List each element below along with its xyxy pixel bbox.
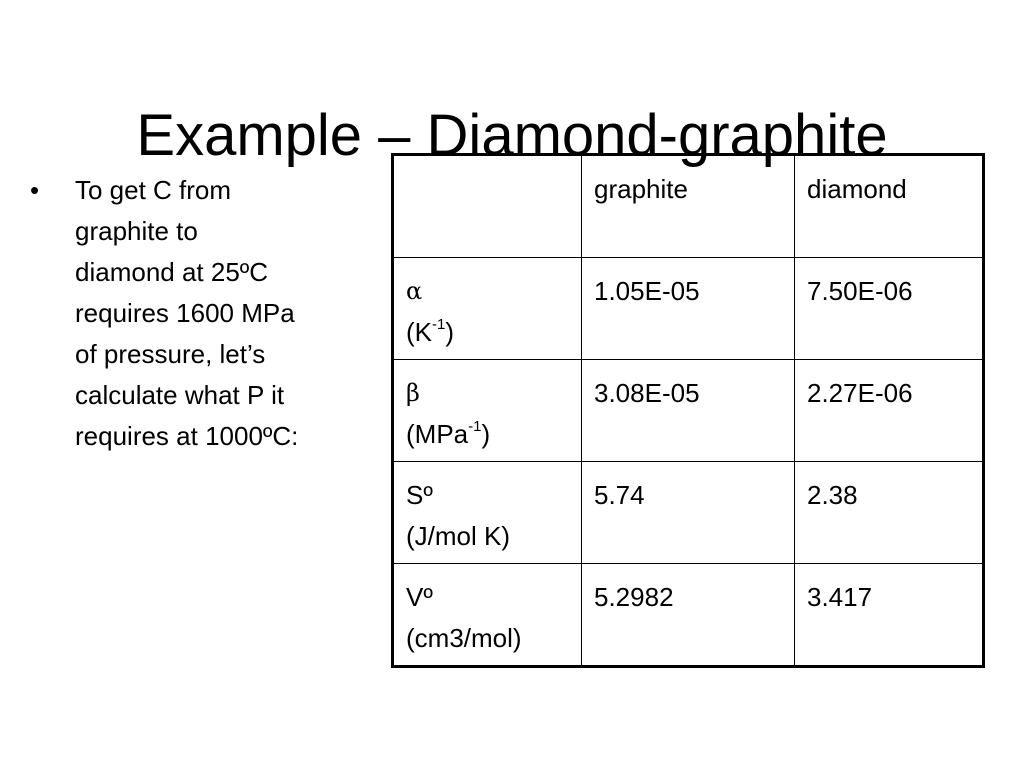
diamond-value: 3.417 — [795, 564, 984, 667]
property-unit — [406, 414, 581, 455]
properties-table — [391, 153, 985, 668]
bullet-item — [30, 170, 385, 457]
property-symbol: β — [406, 379, 420, 407]
property-symbol: Sº — [406, 480, 433, 510]
property-unit — [406, 312, 581, 353]
property-cell — [393, 564, 582, 667]
header-cell-graphite: graphite — [582, 155, 795, 258]
table-row — [393, 462, 984, 564]
unit-prefix: (MPa — [406, 419, 469, 449]
bullet-text — [75, 170, 375, 457]
bullet-line: To get C from — [75, 175, 232, 205]
unit-prefix: (J/mol K) — [406, 521, 510, 551]
table-row — [393, 258, 984, 360]
property-unit — [406, 618, 581, 659]
property-symbol: α — [406, 277, 423, 305]
graphite-value: 5.74 — [582, 462, 795, 564]
bullet-line: graphite to — [75, 216, 198, 246]
table-row — [393, 564, 984, 667]
bullet-list — [30, 170, 385, 457]
graphite-value: 5.2982 — [582, 564, 795, 667]
diamond-value: 2.38 — [795, 462, 984, 564]
graphite-value: 3.08E-05 — [582, 360, 795, 462]
slide-title: Example – Diamond-graphite — [136, 102, 888, 168]
property-unit — [406, 516, 581, 557]
unit-suffix: ) — [481, 419, 491, 449]
bullet-line: requires 1600 MPa — [75, 298, 295, 328]
header-cell-diamond: diamond — [795, 155, 984, 258]
bullet-line: requires at 1000ºC: — [75, 421, 299, 451]
table-header-row — [393, 155, 984, 258]
bullet-marker: • — [30, 175, 40, 205]
unit-exponent: -1 — [468, 418, 482, 436]
property-symbol: Vº — [406, 582, 433, 612]
diamond-value: 2.27E-06 — [795, 360, 984, 462]
property-cell — [393, 258, 582, 360]
table-row — [393, 360, 984, 462]
header-cell-empty — [393, 155, 582, 258]
unit-prefix: (K — [406, 317, 432, 347]
unit-exponent: -1 — [432, 316, 446, 334]
diamond-value: 7.50E-06 — [795, 258, 984, 360]
property-cell — [393, 462, 582, 564]
graphite-value: 1.05E-05 — [582, 258, 795, 360]
bullet-line: diamond at 25ºC — [75, 257, 269, 287]
property-cell — [393, 360, 582, 462]
bullet-line: calculate what P it — [75, 380, 285, 410]
unit-prefix: (cm3/mol) — [406, 623, 522, 653]
bullet-line: of pressure, let’s — [75, 339, 266, 369]
unit-suffix: ) — [445, 317, 455, 347]
